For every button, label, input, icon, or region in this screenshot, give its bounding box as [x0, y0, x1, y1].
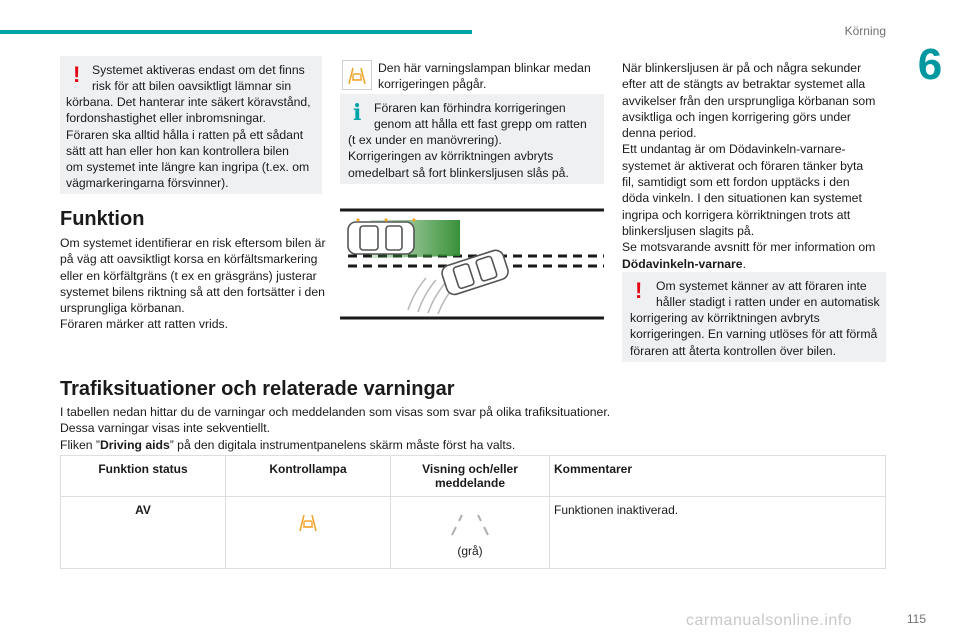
body-line: eller en körfältgräns (t ex en gräsgräns) justerar: [60, 268, 317, 283]
heading-funktion: Funktion: [60, 208, 145, 230]
heading-traffic-situations: Trafiksituationer och relaterade varningar: [60, 378, 455, 400]
body-line: döda vinkeln. I den situationen kan systemet: [622, 191, 862, 206]
table-row: [61, 497, 886, 569]
warning-line: risk för att bilen oavsiktligt lämnar sin: [92, 79, 292, 94]
warning-line: om systemet inte längre kan ingripa (t.ex. om: [66, 160, 310, 175]
warning-box-system-activation: [60, 56, 322, 194]
lane-assist-lamp-icon: [293, 509, 323, 535]
info-line: omedelbart så fort blinkersljusen slås på.: [348, 165, 569, 180]
watermark: carmanualsonline.info: [686, 612, 853, 629]
lamp-text-line: Den här varningslampan blinkar medan: [378, 61, 591, 75]
warnings-table: [60, 455, 886, 569]
section-title: Körning: [844, 24, 886, 38]
link-suffix: .: [742, 256, 746, 271]
body-line: avvikelser från den ursprungliga körbanan som: [622, 93, 876, 108]
cell-status: AV: [61, 497, 226, 569]
blind-spot-link[interactable]: Dödavinkeln-varnare: [622, 256, 743, 271]
body-line: När blinkersljusen är på och några sekunder: [622, 61, 862, 75]
info-box-prevent-correction: [340, 94, 604, 184]
warning-line: sätt att han eller hon kan kontrollera bilen: [66, 143, 289, 158]
info-line: genom att hålla ett fast grepp om ratten: [374, 117, 587, 132]
info-line: Föraren kan förhindra korrigeringen: [374, 101, 566, 115]
warning-line: föraren att återta kontrollen över bilen.: [630, 343, 836, 358]
info-line: Korrigeringen av körriktningen avbryts: [348, 149, 554, 164]
warning-line: Föraren ska alltid hålla i ratten på ett sådant: [66, 127, 304, 142]
lamp-text-line: korrigeringen pågår.: [378, 77, 487, 92]
warning-icon: !: [635, 278, 643, 303]
chapter-number: 6: [917, 40, 943, 89]
warning-line: fordonshastighet eller inbromsningar.: [66, 111, 266, 126]
warning-line: korrigering av körriktningen avbryts: [630, 311, 820, 325]
warning-line: Om systemet känner av att föraren inte: [656, 279, 867, 293]
body-line-link: [622, 256, 888, 272]
warning-line: håller stadigt i ratten under en automatisk: [656, 295, 880, 310]
body-line: systemet bilens riktning så att den fortsätter i den: [60, 284, 325, 299]
intro-line: Fliken ”Driving aids” på den digitala instrumentpanelens skärm måste först ha valts.: [60, 437, 516, 452]
traffic-intro: [60, 404, 860, 453]
body-line: ursprungliga körbanan.: [60, 301, 185, 316]
intro-line: Dessa varningar visas inte sekventiellt.: [60, 421, 270, 436]
header-comments: Kommentarer: [550, 456, 886, 497]
lane-assist-lamp-icon: [342, 60, 372, 90]
warning-box-steering-grip: [622, 272, 886, 362]
page-number: 115: [906, 612, 926, 626]
body-line: Se motsvarande avsnitt för mer information om: [622, 240, 876, 255]
warning-line: vägmarkeringarna försvinner).: [66, 176, 229, 191]
body-line: denna period.: [622, 126, 697, 141]
cell-display: [391, 497, 550, 569]
funktion-body: [60, 235, 326, 333]
header-accent-bar: [0, 30, 472, 34]
body-line: ingripa och korrigera körriktningen trots att: [622, 207, 851, 222]
driving-aids-tab-name: Driving aids: [99, 437, 170, 452]
warning-line: korrigeringen. En varning utlöses för att förmå: [630, 327, 878, 342]
info-line: (t ex under en manövrering).: [348, 133, 502, 147]
lane-correction-illustration: [340, 206, 604, 322]
body-line: blinkersljusen slagits på.: [622, 223, 755, 238]
warning-line: Systemet aktiveras endast om det finns: [92, 63, 305, 77]
info-icon: i: [353, 100, 362, 126]
header-function-status: Funktion status: [61, 456, 226, 497]
display-caption: (grå): [457, 544, 483, 558]
cell-comment: Funktionen inaktiverad.: [550, 497, 886, 569]
body-line: systemet är aktiverat och föraren tänker byta: [622, 158, 864, 173]
header-display-message: Visning och/eller meddelande: [391, 456, 550, 497]
header-control-lamp: Kontrollampa: [226, 456, 391, 497]
lane-lines-grey-icon: [440, 511, 500, 539]
warning-icon: !: [73, 62, 81, 87]
cell-lamp: [226, 497, 391, 569]
body-line: Föraren märker att ratten vrids.: [60, 317, 228, 332]
body-line: Ett undantag är om Dödavinkeln-varnare-: [622, 142, 846, 157]
blinker-body: [622, 60, 888, 272]
warning-line: körbana. Det hanterar inte säkert köravstånd,: [66, 95, 311, 109]
body-line: avsiktliga och ingen korrigering görs under: [622, 109, 851, 124]
body-line: Om systemet identifierar en risk eftersom bilen är: [60, 236, 326, 250]
intro-line: I tabellen nedan hittar du de varningar och meddelanden som visas som svar på olika trafiksituationer.: [60, 405, 611, 419]
body-line: fil, samtidigt som ett fordon upptäcks i den: [622, 175, 850, 190]
table-header-row: [61, 456, 886, 497]
body-line: efter att de stängts av betraktar systemet alla: [622, 77, 866, 92]
body-line: på väg att oavsiktligt korsa en körfältsmarkering: [60, 252, 318, 267]
